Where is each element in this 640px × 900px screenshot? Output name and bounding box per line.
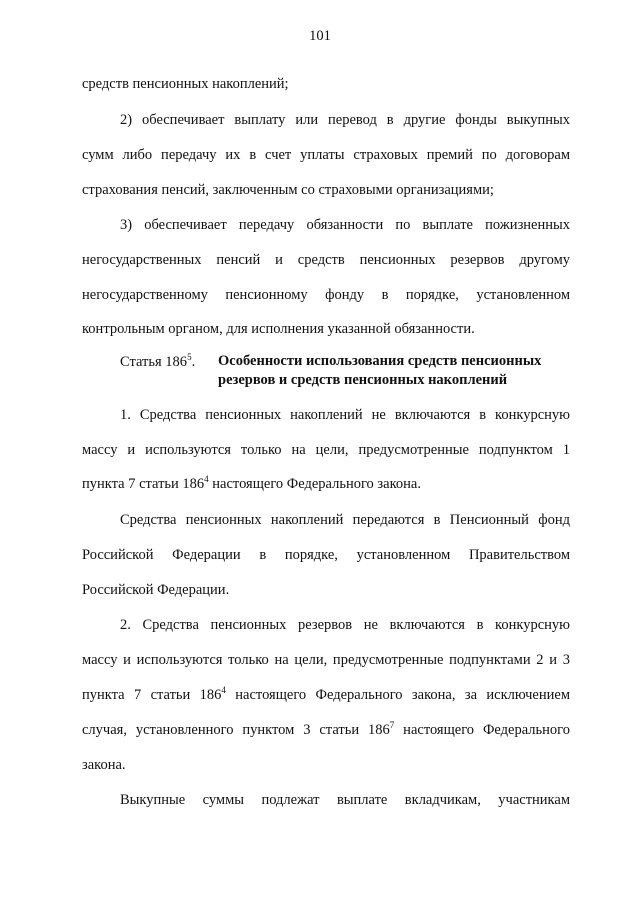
paragraph-line: массу и используются только на цели, предусмотренные подпунктами 2 и 3 (82, 652, 570, 668)
page-number: 101 (309, 28, 331, 44)
article-label: Статья $186^5$. (120, 352, 196, 370)
paragraph-line: средств пенсионных накоплений; (82, 76, 289, 92)
paragraph-line: контрольным органом, для исполнения указанной обязанности. (82, 321, 475, 337)
paragraph-line: закона. (82, 757, 126, 773)
paragraph-line: пункта 7 статьи $186^4$ настоящего Федерального закона, за исключением (82, 685, 570, 703)
paragraph-line: негосударственному пенсионному фонду в порядке, установленном (82, 287, 570, 303)
paragraph-line: Средства пенсионных накоплений передаются в Пенсионный фонд (120, 512, 570, 528)
paragraph-line: 2. Средства пенсионных резервов не включаются в конкурсную (120, 617, 570, 633)
paragraph-line: страхования пенсий, заключенным со страховыми организациями; (82, 182, 494, 198)
paragraph-line: негосударственных пенсий и средств пенсионных резервов другому (82, 252, 570, 268)
paragraph-line: сумм либо передачу их в счет уплаты страховых премий по договорам (82, 147, 570, 163)
paragraph-line: Российской Федерации в порядке, установленном Правительством (82, 547, 570, 563)
paragraph-line: пункта 7 статьи $186^4$ настоящего Федерального закона. (82, 474, 421, 492)
paragraph-line: массу и используются только на цели, предусмотренные подпунктом 1 (82, 442, 570, 458)
article-title-line: Особенности использования средств пенсионных (218, 353, 542, 369)
paragraph-line: случая, установленного пунктом 3 статьи $186^7$ настоящего Федерального (82, 720, 570, 738)
paragraph-line: 3) обеспечивает передачу обязанности по выплате пожизненных (120, 217, 570, 233)
article-title-line: резервов и средств пенсионных накоплений (218, 372, 508, 388)
paragraph-line: 2) обеспечивает выплату или перевод в другие фонды выкупных (120, 112, 570, 128)
paragraph-line: Российской Федерации. (82, 582, 230, 598)
paragraph-line: Выкупные суммы подлежат выплате вкладчикам, участникам (120, 792, 570, 808)
article-title (218, 352, 541, 390)
paragraph-line: 1. Средства пенсионных накоплений не включаются в конкурсную (120, 407, 570, 423)
